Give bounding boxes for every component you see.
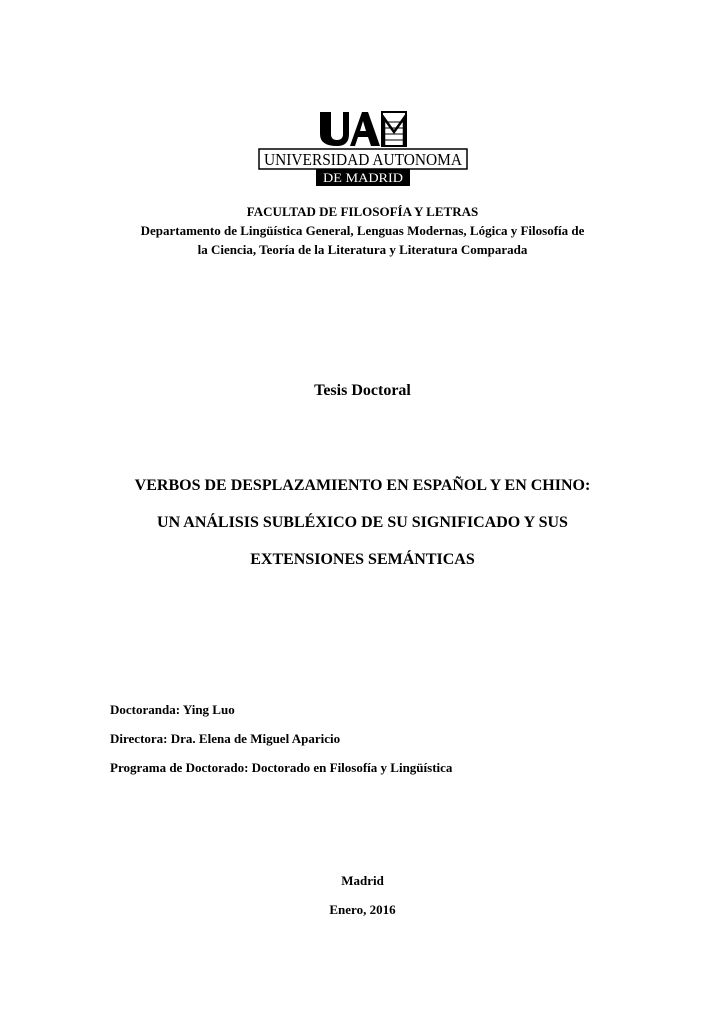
thesis-type: Tesis Doctoral	[314, 382, 411, 399]
place: Madrid	[341, 873, 384, 888]
logo-university-name: UNIVERSIDAD AUTONOMA	[264, 150, 463, 169]
logo-letter-m	[382, 112, 406, 146]
logo-letter-a	[350, 112, 380, 146]
faculty-name: FACULTAD DE FILOSOFÍA Y LETRAS	[246, 204, 479, 219]
department-line-2: la Ciencia, Teoría de la Literatura y Literatura Comparada	[197, 242, 528, 257]
uam-logo-graphic	[258, 108, 468, 188]
faculty-header	[0, 202, 725, 259]
place-date	[0, 871, 725, 929]
department-line-1: Departamento de Lingüística General, Lenguas Modernas, Lógica y Filosofía de	[140, 223, 585, 238]
logo-letter-u	[320, 112, 349, 146]
title-line-2: UN ANÁLISIS SUBLÉXICO DE SU SIGNIFICADO Y SUS	[157, 514, 568, 531]
directora-line: Directora: Dra. Elena de Miguel Aparicio	[110, 731, 341, 746]
date: Enero, 2016	[329, 902, 396, 917]
doctoranda-line: Doctoranda: Ying Luo	[110, 702, 235, 717]
thesis-info	[110, 700, 452, 787]
title-line-3: EXTENSIONES SEMÁNTICAS	[250, 551, 475, 568]
thesis-title	[0, 475, 725, 586]
university-logo	[258, 108, 468, 188]
programa-line: Programa de Doctorado: Doctorado en Filosofía y Lingüística	[110, 760, 453, 775]
logo-city-name: DE MADRID	[323, 170, 403, 185]
title-line-1: VERBOS DE DESPLAZAMIENTO EN ESPAÑOL Y EN CHINO:	[134, 477, 591, 494]
